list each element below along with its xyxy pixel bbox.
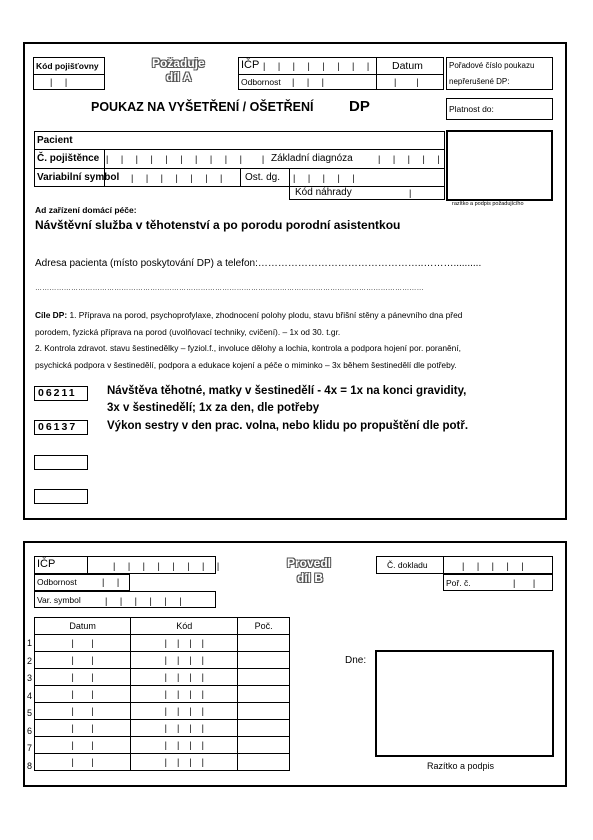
table-row[interactable]: | | | | | | [35, 652, 290, 669]
cile-line-3: 2. Kontrola zdravot. stavu šestinedělky – fyziol.f., involuce dělohy a lochia, kontrola a podpora hojení por. poranění, [35, 343, 461, 353]
dots-line: ……………………………………………………………………………………………………………………………………………… [35, 285, 424, 292]
cile-line-4: psychická podpora v šestinedělí, podpora a edukace kojení a péče o miminko – 3x během šestinedělí dle potřeby. [35, 359, 457, 370]
provedl-label: Provedl [287, 556, 332, 570]
kod-nahrady-tick: | [409, 188, 412, 198]
form-title-dp: DP [349, 98, 370, 115]
dil-a-label: díl A [166, 70, 192, 84]
por-c-label: Poř. č. [446, 578, 471, 588]
cislo-pojistence-ticks[interactable]: | | | | | | | | | | | [106, 154, 265, 164]
row-number: 2 [27, 656, 33, 666]
razitko-box[interactable] [446, 130, 553, 201]
header-poc: Poč. [238, 618, 290, 635]
cile-dp-block [35, 307, 560, 373]
c-dokladu-label: Č. dokladu [387, 560, 428, 570]
table-row[interactable]: | | | | | | [35, 669, 290, 686]
kod-pojistovny-ticks: | | [50, 77, 68, 87]
icp-b-ticks: | | | | | | | | [113, 561, 220, 571]
razitko-podpis-label: Razítko a podpis [427, 761, 495, 771]
table-row[interactable]: | | | | | | [35, 703, 290, 720]
ad-zarizeni-label: Ad zařízení domácí péče: [35, 205, 137, 215]
code-06137-text-1: Výkon sestry v den prac. volna, nebo klidu po propuštění dle potř. [107, 420, 469, 432]
code-box-empty-1[interactable] [34, 455, 88, 470]
code-06211-text-2: 3x v šestinedělí; 1x za den, dle potřeby [107, 402, 320, 414]
icp-ticks: | | | | | | | | [263, 61, 370, 71]
c-dokladu-ticks: | | | | | [462, 561, 524, 571]
code-box-06211[interactable]: 06211 [34, 386, 88, 401]
form-title: POUKAZ NA VYŠETŘENÍ / OŠETŘENÍ [91, 100, 314, 114]
row-number: 1 [27, 638, 33, 648]
table-row[interactable]: | | | | | | [35, 720, 290, 737]
por-c-ticks: | | [513, 578, 536, 588]
row-number: 5 [27, 708, 33, 718]
table-row[interactable]: | | | | | | [35, 635, 290, 652]
poradove-cislo-label-2: nepřerušené DP: [449, 77, 510, 86]
cislo-pojistence-label: Č. pojištěnce [37, 153, 100, 164]
poradove-cislo-label-1: Pořadové číslo poukazu [449, 61, 535, 70]
code-box-empty-2[interactable] [34, 489, 88, 504]
variabilni-symbol-label: Variabilní symbol [37, 172, 120, 183]
cile-dp-label: Cíle DP: [35, 310, 68, 320]
zakladni-diagnoza-label: Základní diagnóza [271, 153, 353, 164]
datum-ticks: | | [394, 77, 419, 87]
code-06211-text-1: Návštěva těhotné, matky v šestinedělí - 4x = 1x na konci gravidity, [107, 385, 467, 397]
icp-b-label: IČP [37, 558, 56, 570]
row-number: 8 [27, 761, 33, 771]
vykony-table [34, 617, 290, 771]
pacient-label: Pacient [37, 135, 73, 146]
icp-label: IČP [241, 59, 260, 71]
row-number: 6 [27, 726, 33, 736]
dne-label: Dne: [345, 655, 367, 666]
odbornost-b-ticks: | | [102, 577, 120, 587]
ost-dg-ticks[interactable]: | | | | | [293, 173, 355, 183]
adresa-line: Adresa pacienta (místo poskytování DP) a telefon:…………………………………………..……….......... [35, 258, 482, 269]
code-box-06137[interactable]: 06137 [34, 420, 88, 435]
odbornost-label: Odbornost [241, 77, 281, 87]
header-kod: Kód [131, 618, 238, 635]
table-row[interactable]: | | | | | | [35, 754, 290, 771]
row-number: 4 [27, 691, 33, 701]
razitko-podpis-box[interactable] [375, 650, 554, 757]
datum-label: Datum [392, 60, 423, 72]
table-row[interactable]: | | | | | | [35, 737, 290, 754]
row-number: 7 [27, 743, 33, 753]
row-number: 3 [27, 673, 33, 683]
cile-line-1: 1. Příprava na porod, psychoprofylaxe, zhodnocení polohy plodu, stavu břišní stěny a pánevního dna před [67, 310, 463, 320]
header-datum: Datum [35, 618, 131, 635]
table-row[interactable]: | | | | | | [35, 686, 290, 703]
var-symbol-b-label: Var. symbol [37, 595, 81, 605]
zakladni-diagnoza-ticks[interactable]: | | | | | [378, 154, 440, 164]
variabilni-symbol-ticks[interactable]: | | | | | | | [131, 173, 223, 183]
dil-b-label: díl B [297, 571, 323, 585]
kod-nahrady-label: Kód náhrady [295, 187, 352, 198]
cile-line-2: porodem, fyzická příprava na porod (uvolňovací techniky, cvičení). – 1x od 30. t.gr. [35, 326, 341, 337]
ost-dg-label: Ost. dg. [245, 172, 281, 183]
kod-pojistovny-label: Kód pojišťovny [36, 61, 99, 71]
pozaduje-label: Požaduje [152, 56, 205, 70]
var-symbol-b-ticks: | | | | | | [105, 596, 182, 606]
razitko-pozadujiciho-label: razítko a podpis požadujícího [452, 201, 524, 207]
odbornost-b-label: Odbornost [37, 577, 77, 587]
table-header-row [35, 618, 290, 635]
main-heading: Návštěvní služba v těhotenství a po porodu porodní asistentkou [35, 218, 401, 232]
odbornost-ticks: | | | [292, 77, 325, 87]
platnost-label: Platnost do: [449, 104, 494, 114]
